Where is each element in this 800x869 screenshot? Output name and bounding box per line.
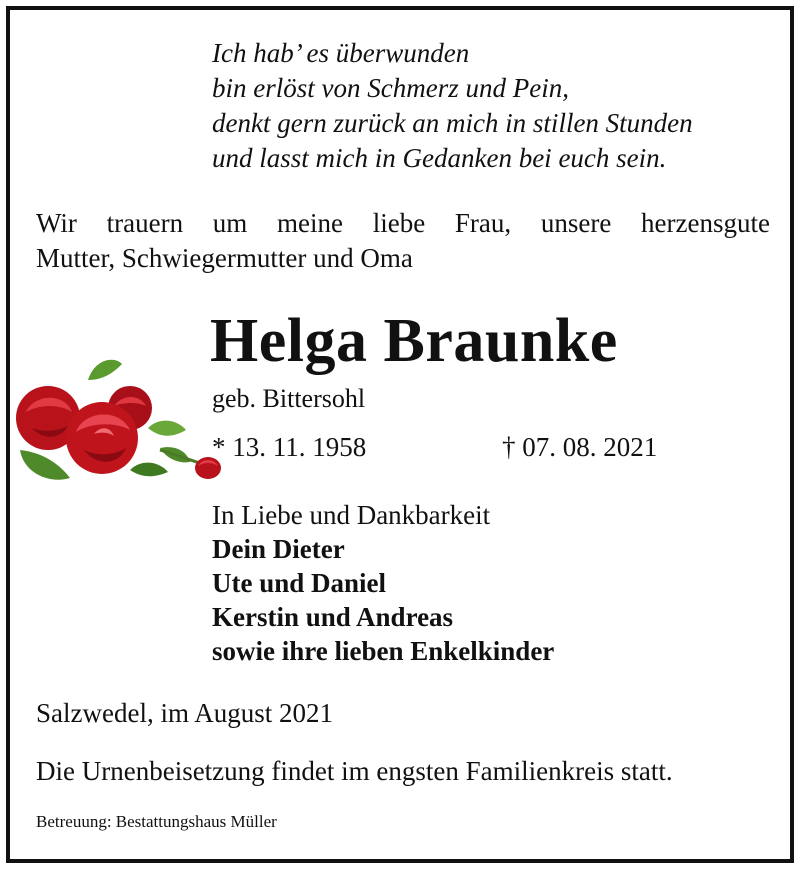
mourners-block [212, 498, 554, 668]
mourner-name: Ute und Daniel [212, 568, 387, 598]
poem-line: und lasst mich in Gedanken bei euch sein. [212, 143, 667, 173]
maiden-name: geb. Bittersohl [212, 384, 366, 413]
rose-shape [66, 402, 138, 474]
death-date: † 07. 08. 2021 [502, 432, 658, 462]
intro-text [36, 206, 770, 276]
leaf-shape [130, 463, 168, 477]
mourner-name: Kerstin und Andreas [212, 602, 454, 632]
poem [212, 36, 693, 176]
leaf-shape [88, 360, 122, 380]
mourner-name: sowie ihre lieben Enkelkinder [212, 636, 555, 666]
funeral-home-credit: Betreuung: Bestattungshaus Müller [36, 812, 277, 831]
birth-date: * 13. 11. 1958 [212, 432, 367, 462]
poem-line: Ich hab’ es überwunden [212, 38, 470, 68]
roses-image [10, 350, 225, 490]
mourners-intro: In Liebe und Dankbarkeit [212, 500, 491, 530]
poem-line: denkt gern zurück an mich in stillen Stunden [212, 108, 693, 138]
place-date: Salzwedel, im August 2021 [36, 698, 333, 728]
leaf-shape [20, 450, 70, 480]
obituary-notice [6, 6, 794, 863]
leaf-shape [148, 421, 186, 436]
intro-line: Mutter, Schwiegermutter und Oma [36, 243, 413, 273]
deceased-name: Helga Braunke [210, 307, 618, 375]
burial-notice: Die Urnenbeisetzung findet im engsten Familienkreis statt. [36, 756, 673, 786]
poem-line: bin erlöst von Schmerz und Pein, [212, 73, 569, 103]
mourner-name: Dein Dieter [212, 534, 345, 564]
intro-line: Wir trauern um meine liebe Frau, unsere herzensgute [36, 208, 770, 238]
